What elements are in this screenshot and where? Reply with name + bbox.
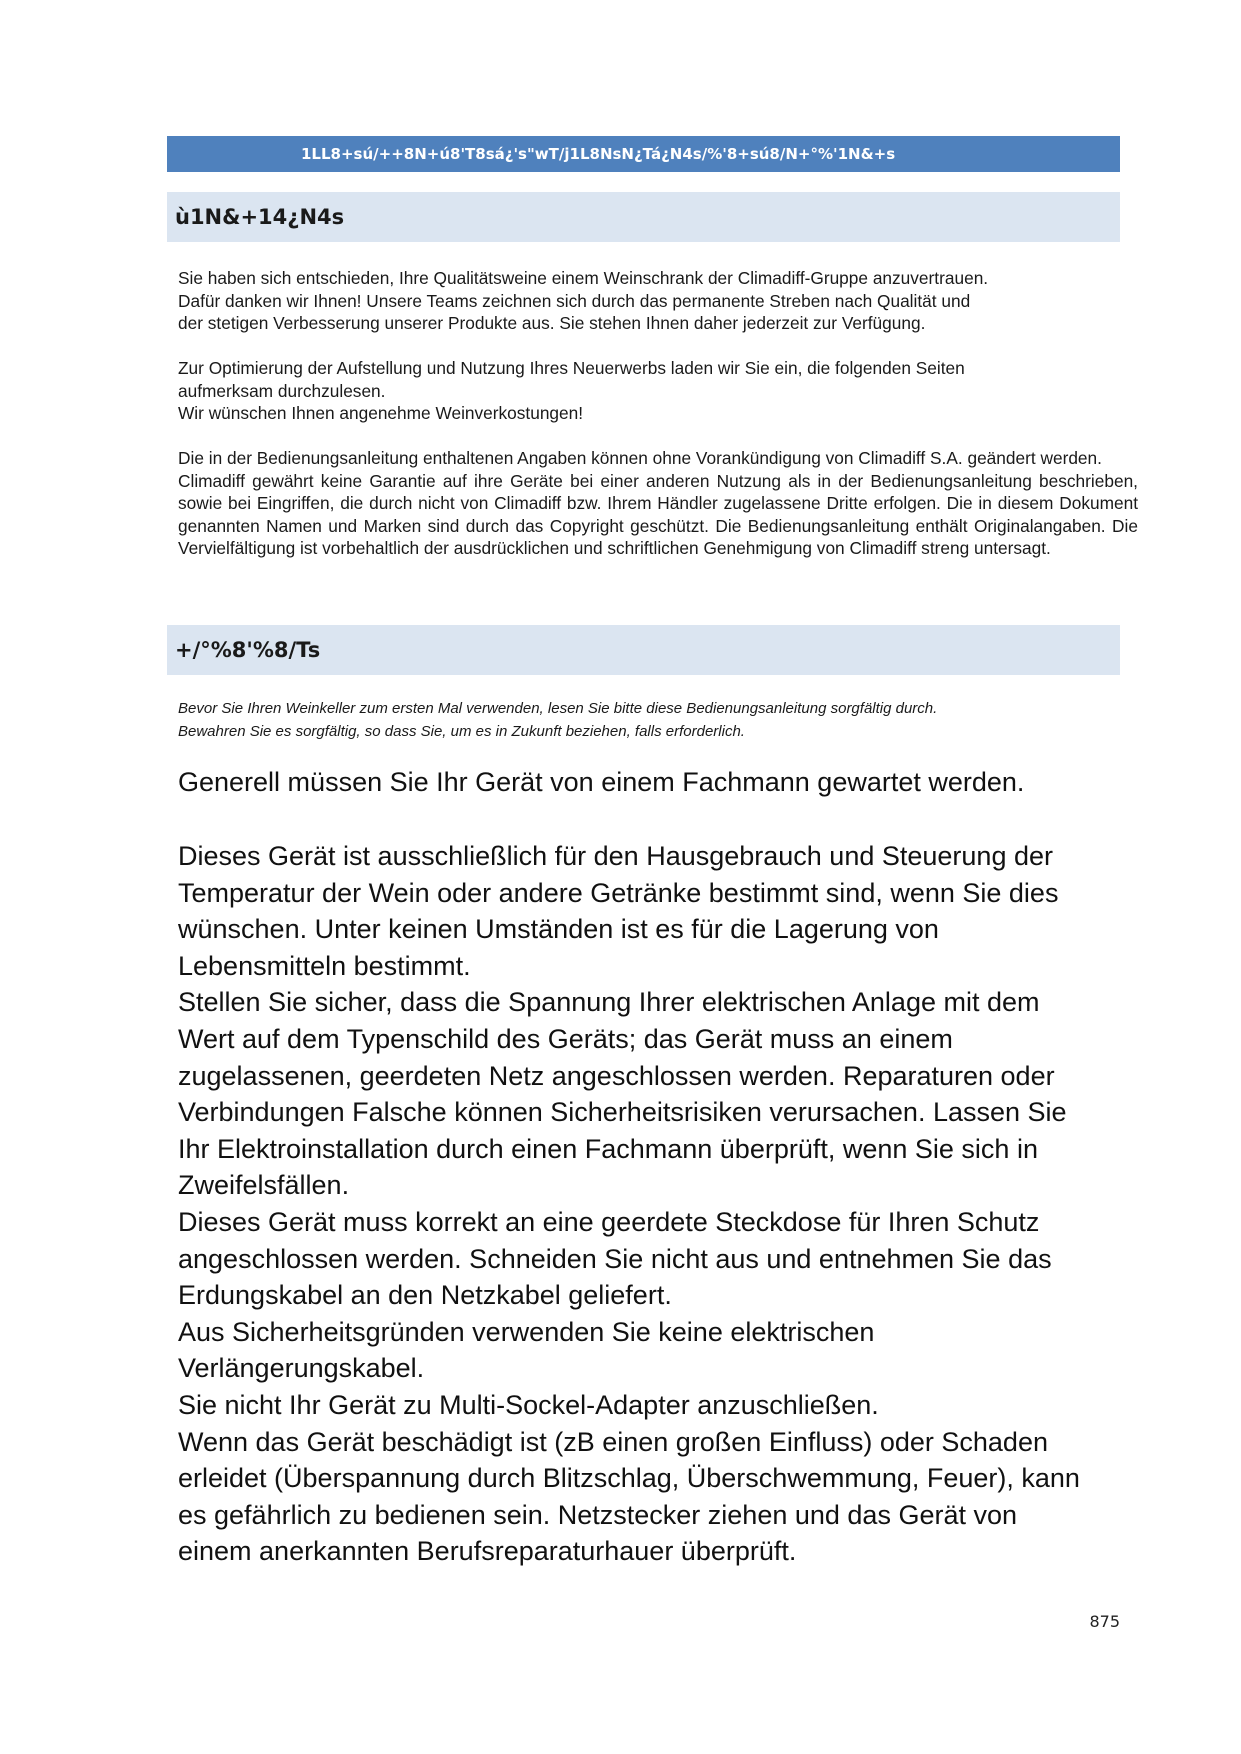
text-line: Stellen Sie sicher, dass die Spannung Ihrer elektrischen Anlage mit dem bbox=[178, 987, 1040, 1018]
text-line: Wir wünschen Ihnen angenehme Weinverkostungen! bbox=[178, 403, 584, 423]
safety-read-instructions-note bbox=[178, 697, 1138, 743]
document-title-bar bbox=[167, 136, 1120, 172]
text-line: es gefährlich zu bedienen sein. Netzstecker ziehen und das Gerät von bbox=[178, 1499, 1018, 1530]
intro-section-heading-bar bbox=[167, 192, 1120, 242]
text-line: Lebensmitteln bestimmt. bbox=[178, 950, 471, 981]
text-line: Erdungskabel an den Netzkabel geliefert. bbox=[178, 1280, 672, 1311]
text-line: Sie haben sich entschieden, Ihre Qualitätsweine einem Weinschrank der Climadiff-Gruppe anzuvertrauen. bbox=[178, 268, 989, 288]
text-line: Zweifelsfällen. bbox=[178, 1170, 350, 1201]
text-line: Zur Optimierung der Aufstellung und Nutzung Ihres Neuerwerbs laden wir Sie ein, die folgenden Seiten bbox=[178, 358, 965, 378]
text-line: Dafür danken wir Ihnen! Unsere Teams zeichnen sich durch das permanente Streben nach Qualität und bbox=[178, 290, 971, 311]
legal-notice-changes: Die in der Bedienungsanleitung enthaltenen Angaben können ohne Vorankündigung von Climadiff S.A. geändert werden. bbox=[178, 448, 1102, 468]
text-line: Bevor Sie Ihren Weinkeller zum ersten Mal verwenden, lesen Sie bitte diese Bedienungsanleitung sorgfältig durch. bbox=[178, 700, 938, 717]
intro-heading: ù1N&+14¿N4s bbox=[175, 205, 345, 229]
safety-section-heading-bar bbox=[167, 625, 1120, 675]
text-line: Wert auf dem Typenschild des Geräts; das Gerät muss an einem bbox=[178, 1023, 953, 1054]
text-line: Ihr Elektroinstallation durch einen Fachmann überprüft, wenn Sie sich in bbox=[178, 1133, 1038, 1164]
text-line: Generell müssen Sie Ihr Gerät von einem Fachmann gewartet werden. bbox=[178, 767, 1025, 797]
text-line: Wenn das Gerät beschädigt ist (zB einen großen Einfluss) oder Schaden bbox=[178, 1426, 1048, 1457]
text-line: der stetigen Verbesserung unserer Produkte aus. Sie stehen Ihnen daher jederzeit zur Verfügung. bbox=[178, 313, 926, 333]
intro-paragraph-optimization bbox=[178, 357, 1138, 425]
text-line: erleidet (Überspannung durch Blitzschlag, Überschwemmung, Feuer), kann bbox=[178, 1463, 1080, 1494]
text-line: Dieses Gerät ist ausschließlich für den Hausgebrauch und Steuerung der bbox=[178, 841, 1053, 871]
text-line: angeschlossen werden. Schneiden Sie nicht aus und entnehmen Sie das bbox=[178, 1243, 1052, 1274]
text-line: Dieses Gerät muss korrekt an eine geerdete Steckdose für Ihren Schutz bbox=[178, 1206, 1040, 1237]
safety-maintenance-statement bbox=[178, 764, 1118, 801]
intro-paragraph-legal bbox=[178, 447, 1138, 560]
intro-paragraph-thanks bbox=[178, 267, 1138, 335]
text-line: wünschen. Unter keinen Umständen ist es für die Lagerung von bbox=[178, 914, 939, 945]
text-line: Verbindungen Falsche können Sicherheitsrisiken verursachen. Lassen Sie bbox=[178, 1097, 1067, 1128]
text-line: zugelassenen, geerdeten Netz angeschlossen werden. Reparaturen oder bbox=[178, 1060, 1055, 1091]
text-line: Bewahren Sie es sorgfältig, so dass Sie, um es in Zukunft beziehen, falls erforderlich. bbox=[178, 723, 745, 740]
document-title: 1LL8+sú/++8N+ú8'T8sá¿'s"wT/j1L8NsN¿Tá¿N4s/%'8+sú8/N+°%'1N&+s bbox=[301, 145, 896, 163]
text-line: einem anerkannten Berufsreparaturhauer überprüft. bbox=[178, 1536, 797, 1567]
legal-notice-warranty: Climadiff gewährt keine Garantie auf ihre Geräte bei einer anderen Nutzung als in der Bedienungsanleitung beschrieben, sowie bei Eingriffen, die durch nicht von Climadiff bzw. Ihrem Händler zugelassene Dritte erfolgen. Die in diesem Dokument genannten Namen und Marken sind durch das Copyright geschützt. Die Bedienungsanleitung enthält Originalangaben. Die Vervielfältigung ist vorbehaltlich der ausdrücklichen und schriftlichen Genehmigung von Climadiff streng untersagt. bbox=[178, 470, 1138, 558]
text-line: aufmerksam durchzulesen. bbox=[178, 380, 386, 401]
text-line: Temperatur der Wein oder andere Getränke bestimmt sind, wenn Sie dies bbox=[178, 877, 1059, 908]
text-line: Aus Sicherheitsgründen verwenden Sie keine elektrischen bbox=[178, 1316, 875, 1347]
safety-heading: +/°%8'%8/Ts bbox=[175, 638, 321, 662]
text-line: Sie nicht Ihr Gerät zu Multi-Sockel-Adapter anzuschließen. bbox=[178, 1389, 879, 1420]
page-number: 875 bbox=[1089, 1612, 1120, 1631]
safety-usage-instructions bbox=[178, 838, 1118, 1570]
text-line: Verlängerungskabel. bbox=[178, 1353, 425, 1384]
